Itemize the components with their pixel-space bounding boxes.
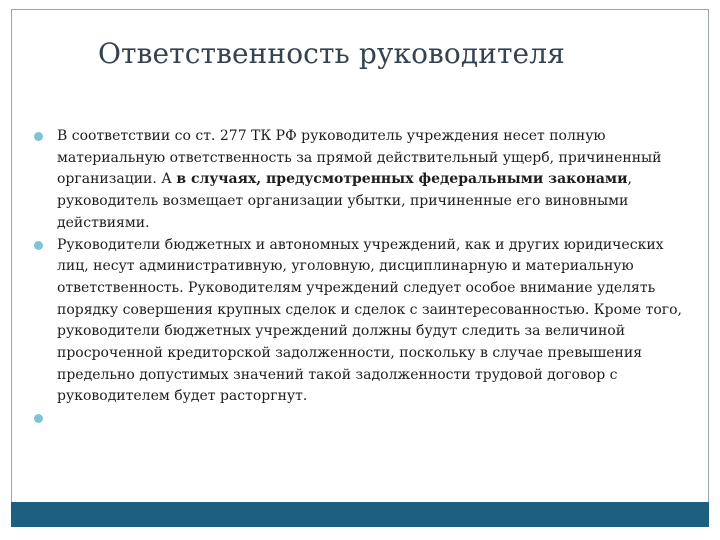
bullet-text (57, 237, 682, 405)
bullet-item-empty (33, 408, 688, 430)
bullet-item (33, 235, 688, 409)
bullet-item (33, 126, 688, 235)
bullet-text-segment: Руководители бюджетных и автономных учреждений, как и других юридических лиц, несут административную, уголовную, дисциплинарную и материальную ответственность. Руководителям учреждений следует особое внимание уделять порядку совершения крупных сделок и сделок с заинтересованностью. Кроме того, руководители бюджетных учреждений должны будут следить за величиной просроченной кредиторской задолженности, поскольку в случае превышения предельно допустимых значений такой задолженности трудовой договор с руководителем будет расторгнут. (57, 236, 683, 405)
bullet-dot-icon (34, 414, 43, 423)
bullet-dot-icon (34, 132, 43, 141)
bullet-text-bold-segment: в случаях, предусмотренных федеральными законами (176, 171, 628, 188)
bullet-list (33, 126, 688, 430)
bullet-text (57, 410, 61, 426)
bullet-text-segment: В соответствии со ст. 277 ТК РФ руководитель учреждения несет полную материальную ответственность за прямой действительный ущерб, причиненный организации. А (57, 128, 662, 188)
bullet-text-segment: , руководитель возмещает организации убытки, причиненные его виновными действиями. (57, 171, 632, 231)
slide-title: Ответственность руководителя (98, 37, 565, 70)
bullet-text (57, 128, 662, 231)
bullet-dot-icon (34, 241, 43, 250)
footer-bar (11, 502, 709, 527)
